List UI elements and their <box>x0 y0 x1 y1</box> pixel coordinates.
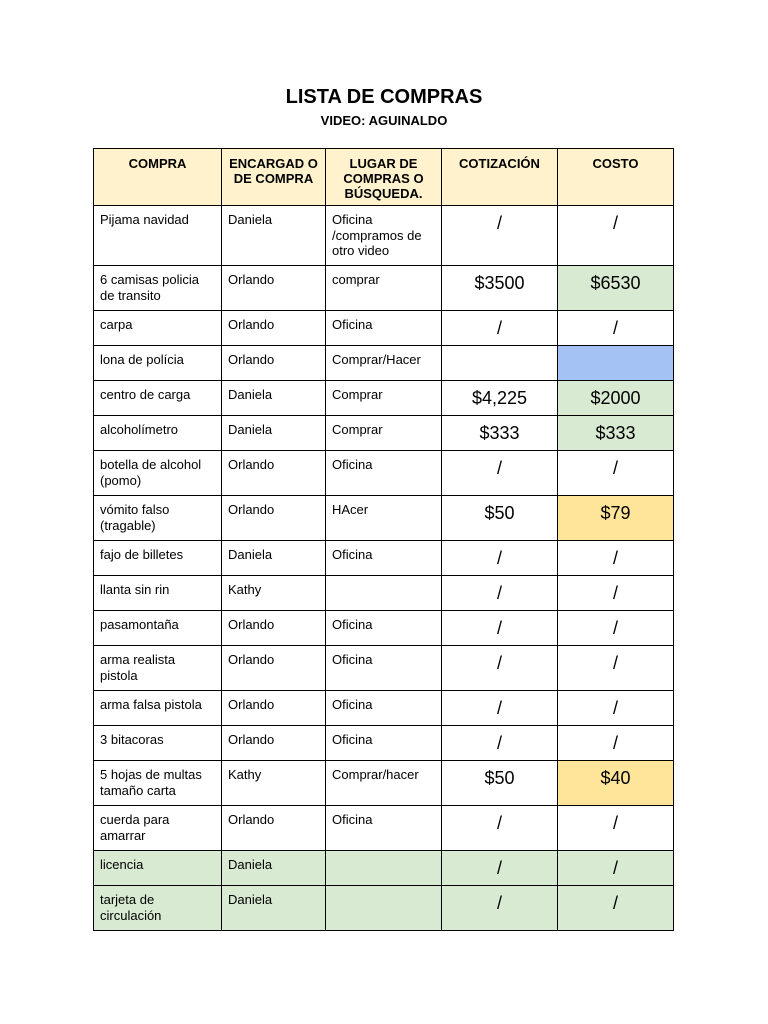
cell-costo: / <box>558 851 674 886</box>
cell-cotizacion: / <box>442 886 558 931</box>
cell-lugar: Comprar/hacer <box>326 761 442 806</box>
cell-cotizacion: / <box>442 311 558 346</box>
cell-encargado: Orlando <box>222 451 326 496</box>
cell-costo: / <box>558 646 674 691</box>
table-row <box>94 266 674 311</box>
cell-compra: tarjeta de circulación <box>94 886 222 931</box>
cell-lugar: Comprar <box>326 381 442 416</box>
table-row <box>94 806 674 851</box>
cell-compra: cuerda para amarrar <box>94 806 222 851</box>
cell-cotizacion: / <box>442 851 558 886</box>
cell-costo: $2000 <box>558 381 674 416</box>
cell-lugar: comprar <box>326 266 442 311</box>
cell-costo: / <box>558 311 674 346</box>
cell-lugar: Comprar <box>326 416 442 451</box>
cell-compra: licencia <box>94 851 222 886</box>
table-row <box>94 451 674 496</box>
document-subtitle: VIDEO: AGUINALDO <box>320 113 448 128</box>
table-row <box>94 541 674 576</box>
cell-compra: arma realista pistola <box>94 646 222 691</box>
cell-cotizacion: / <box>442 806 558 851</box>
cell-cotizacion: / <box>442 451 558 496</box>
cell-lugar: Oficina <box>326 806 442 851</box>
table-row <box>94 311 674 346</box>
table-header-row <box>94 149 674 206</box>
cell-encargado: Daniela <box>222 541 326 576</box>
cell-cotizacion: / <box>442 646 558 691</box>
cell-compra: fajo de billetes <box>94 541 222 576</box>
cell-encargado: Orlando <box>222 806 326 851</box>
cell-lugar: Comprar/Hacer <box>326 346 442 381</box>
header-costo: COSTO <box>558 149 674 206</box>
header-compra: COMPRA <box>94 149 222 206</box>
cell-costo <box>558 346 674 381</box>
cell-encargado: Orlando <box>222 691 326 726</box>
cell-cotizacion: / <box>442 611 558 646</box>
cell-encargado: Daniela <box>222 851 326 886</box>
cell-encargado: Kathy <box>222 576 326 611</box>
cell-cotizacion: / <box>442 691 558 726</box>
cell-encargado: Orlando <box>222 266 326 311</box>
cell-encargado: Daniela <box>222 416 326 451</box>
cell-costo: / <box>558 576 674 611</box>
document-title: LISTA DE COMPRAS <box>285 86 483 108</box>
cell-encargado: Daniela <box>222 206 326 266</box>
cell-costo: / <box>558 886 674 931</box>
cell-compra: 3 bitacoras <box>94 726 222 761</box>
table-row <box>94 851 674 886</box>
cell-costo: / <box>558 611 674 646</box>
table-row <box>94 611 674 646</box>
cell-lugar <box>326 576 442 611</box>
cell-cotizacion: / <box>442 541 558 576</box>
table-row <box>94 346 674 381</box>
cell-cotizacion: $50 <box>442 761 558 806</box>
cell-lugar: Oficina <box>326 726 442 761</box>
cell-lugar: Oficina <box>326 611 442 646</box>
cell-cotizacion: / <box>442 206 558 266</box>
table-row <box>94 761 674 806</box>
cell-lugar <box>326 851 442 886</box>
cell-cotizacion <box>442 346 558 381</box>
cell-costo: / <box>558 691 674 726</box>
cell-lugar: Oficina <box>326 541 442 576</box>
cell-cotizacion: $3500 <box>442 266 558 311</box>
cell-encargado: Orlando <box>222 611 326 646</box>
cell-costo: $6530 <box>558 266 674 311</box>
cell-cotizacion: $333 <box>442 416 558 451</box>
cell-cotizacion: / <box>442 576 558 611</box>
table-row <box>94 646 674 691</box>
cell-encargado: Kathy <box>222 761 326 806</box>
cell-compra: carpa <box>94 311 222 346</box>
table-row <box>94 726 674 761</box>
cell-costo: / <box>558 726 674 761</box>
cell-costo: / <box>558 206 674 266</box>
cell-costo: / <box>558 541 674 576</box>
header-encargado: ENCARGAD O DE COMPRA <box>222 149 326 206</box>
cell-lugar: HAcer <box>326 496 442 541</box>
table-row <box>94 206 674 266</box>
cell-lugar: Oficina /compramos de otro video <box>326 206 442 266</box>
cell-compra: llanta sin rin <box>94 576 222 611</box>
cell-compra: centro de carga <box>94 381 222 416</box>
table-row <box>94 416 674 451</box>
cell-cotizacion: $4,225 <box>442 381 558 416</box>
cell-cotizacion: / <box>442 726 558 761</box>
cell-encargado: Orlando <box>222 346 326 381</box>
cell-lugar: Oficina <box>326 451 442 496</box>
cell-costo: / <box>558 451 674 496</box>
cell-compra: Pijama navidad <box>94 206 222 266</box>
cell-compra: alcoholímetro <box>94 416 222 451</box>
cell-encargado: Orlando <box>222 496 326 541</box>
cell-encargado: Orlando <box>222 646 326 691</box>
cell-cotizacion: $50 <box>442 496 558 541</box>
table-row <box>94 381 674 416</box>
cell-compra: 5 hojas de multas tamaño carta <box>94 761 222 806</box>
cell-encargado: Daniela <box>222 381 326 416</box>
cell-compra: lona de polícia <box>94 346 222 381</box>
cell-encargado: Daniela <box>222 886 326 931</box>
shopping-list-table <box>93 148 674 931</box>
table-row <box>94 691 674 726</box>
cell-encargado: Orlando <box>222 311 326 346</box>
cell-costo: $40 <box>558 761 674 806</box>
cell-encargado: Orlando <box>222 726 326 761</box>
cell-compra: 6 camisas policia de transito <box>94 266 222 311</box>
cell-lugar: Oficina <box>326 311 442 346</box>
cell-compra: pasamontaña <box>94 611 222 646</box>
cell-lugar <box>326 886 442 931</box>
cell-costo: $79 <box>558 496 674 541</box>
cell-compra: botella de alcohol (pomo) <box>94 451 222 496</box>
table-row <box>94 496 674 541</box>
cell-compra: arma falsa pistola <box>94 691 222 726</box>
table-row <box>94 576 674 611</box>
cell-lugar: Oficina <box>326 691 442 726</box>
header-lugar: LUGAR DE COMPRAS O BÚSQUEDA. <box>326 149 442 206</box>
header-cotizacion: COTIZACIÓN <box>442 149 558 206</box>
table-row <box>94 886 674 931</box>
cell-compra: vómito falso (tragable) <box>94 496 222 541</box>
cell-lugar: Oficina <box>326 646 442 691</box>
cell-costo: / <box>558 806 674 851</box>
cell-costo: $333 <box>558 416 674 451</box>
